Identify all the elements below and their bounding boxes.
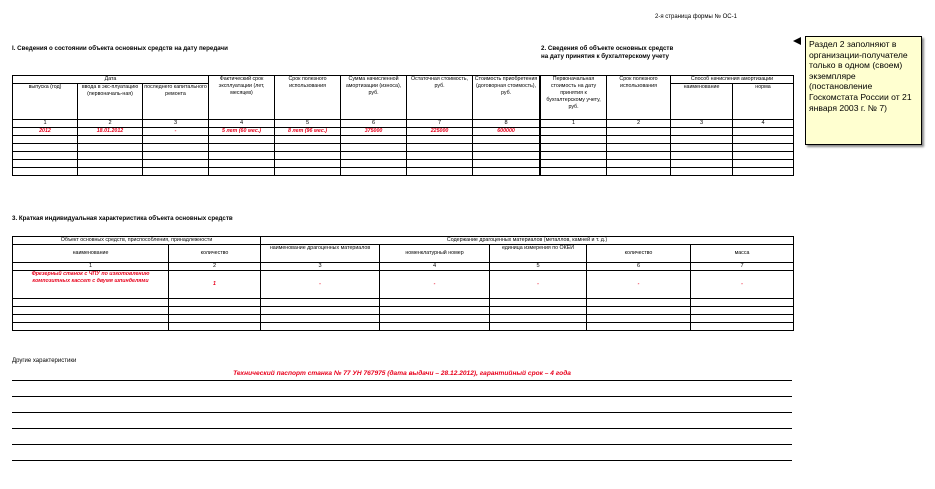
section2-title-line1: 2. Сведения об объекте основных средств — [541, 45, 674, 52]
table-row — [13, 136, 540, 144]
cell-mass: - — [691, 271, 794, 299]
col-number: 5 — [275, 120, 341, 128]
section3-title: 3. Краткая индивидуальная характеристика объекта основных средств — [12, 215, 233, 222]
header-commission-date: ввода в экс-плуатацию (первоначаль-ная) — [78, 84, 143, 120]
col-number: 3 — [143, 120, 209, 128]
note-callout: Раздел 2 заполняют в организации-получателе только в одном (своем) экземпляре (постановление Госкомстата России от 21 января 2003 г. № 7) — [805, 36, 922, 145]
col-number: 8 — [473, 120, 540, 128]
cell-fact-term: 5 лет (60 мес.) — [209, 128, 275, 136]
table-row — [13, 315, 794, 323]
header-fact-term: Фактический срок эксплуатации (лет, месяцев) — [209, 76, 275, 120]
header-release-year: выпуска (год) — [13, 84, 78, 120]
header-useful-term-2: Срок полезного использования — [607, 76, 671, 120]
col-number: 2 — [607, 120, 671, 128]
header-purchase-value: Стоимость приобретения (договорная стоимость), руб. — [473, 76, 540, 120]
header-mass: масса — [691, 245, 794, 263]
header-object-qty: количество — [169, 245, 261, 263]
note-arrow-icon — [793, 37, 801, 45]
col-number: 7 — [691, 263, 794, 271]
section1-title: I. Сведения о состоянии объекта основных средств на дату передачи — [12, 45, 228, 52]
section2-table — [540, 75, 794, 176]
table-row — [13, 160, 540, 168]
header-initial-value: Первоначальная стоимость на дату принятия к бухгалтерскому учету, руб. — [541, 76, 607, 120]
col-number: 1 — [541, 120, 607, 128]
section2-title-line2: на дату принятия к бухгалтерскому учету — [541, 53, 669, 60]
header-residual-value: Остаточная стоимость, руб. — [407, 76, 473, 120]
divider-line — [12, 428, 792, 429]
table-row — [13, 323, 794, 331]
table-row — [13, 144, 540, 152]
divider-line — [12, 396, 792, 397]
section3-table — [12, 236, 794, 331]
header-precious-qty: количество — [587, 245, 691, 263]
divider-line — [12, 444, 792, 445]
table-row — [541, 144, 794, 152]
form-id: 2-я страница формы № ОС-1 — [655, 14, 737, 20]
amortization-method-group: Способ начисления амортизации — [671, 76, 794, 84]
col-number: 2 — [169, 263, 261, 271]
other-characteristics-label: Другие характеристики — [12, 358, 77, 364]
table-row — [13, 307, 794, 315]
table-row — [541, 128, 794, 136]
col-number: 4 — [733, 120, 794, 128]
date-group-header: Дата — [13, 76, 209, 84]
table-row — [13, 152, 540, 160]
col-number: 6 — [587, 263, 691, 271]
col-number: 5 — [490, 263, 587, 271]
cell-precious-name: - — [261, 271, 380, 299]
header-useful-term: Срок полезного использования — [275, 76, 341, 120]
col-number: 7 — [407, 120, 473, 128]
precious-group-header: Содержание драгоценных материалов (металлов, камней и т. д.) — [261, 237, 794, 245]
cell-okei-unit: - — [490, 271, 587, 299]
header-object-name: наименование — [13, 245, 169, 263]
table-row — [13, 299, 794, 307]
cell-useful-term: 8 лет (96 мес.) — [275, 128, 341, 136]
col-number: 3 — [261, 263, 380, 271]
cell-nomenclature: - — [380, 271, 490, 299]
header-last-repair: последнего капитального ремонта — [143, 84, 209, 120]
table-row — [541, 136, 794, 144]
header-amortization-sum: Сумма начисленной амортизации (износа), руб. — [341, 76, 407, 120]
table-row — [541, 168, 794, 176]
table-row — [541, 152, 794, 160]
table-row — [13, 168, 540, 176]
section1-table — [12, 75, 540, 176]
cell-purchase-value: 600000 — [473, 128, 540, 136]
cell-object-name: Фрезерный станок с ЧПУ по изготовлению композитных кассет с двумя шпинделями — [13, 271, 169, 299]
divider-line — [12, 380, 792, 381]
cell-amortization-sum: 375000 — [341, 128, 407, 136]
other-characteristics-text: Технический паспорт станка № 77 УН 767975 (дата выдачи – 28.12.2012), гарантийный срок – 4 года — [233, 370, 571, 377]
col-number: 1 — [13, 263, 169, 271]
col-number: 4 — [209, 120, 275, 128]
header-method-rate: норма — [733, 84, 794, 120]
divider-line — [12, 460, 792, 461]
cell-commission-date: 18.01.2012 — [78, 128, 143, 136]
divider-line — [12, 412, 792, 413]
cell-release-year: 2012 — [13, 128, 78, 136]
cell-last-repair: - — [143, 128, 209, 136]
header-method-name: наименование — [671, 84, 733, 120]
header-nomenclature: номенклатурный номер — [380, 245, 490, 263]
header-okei-unit: единица измерения по ОКЕИ — [490, 245, 587, 263]
col-number: 6 — [341, 120, 407, 128]
col-number: 3 — [671, 120, 733, 128]
cell-residual-value: 225000 — [407, 128, 473, 136]
table-row — [541, 160, 794, 168]
cell-object-qty: 1 — [169, 271, 261, 299]
col-number: 2 — [78, 120, 143, 128]
cell-precious-qty: - — [587, 271, 691, 299]
header-precious-name: наименование драгоценных материалов — [261, 245, 380, 263]
col-number: 1 — [13, 120, 78, 128]
col-number: 4 — [380, 263, 490, 271]
object-group-header: Объект основных средств, приспособления, принадлежности — [13, 237, 261, 245]
